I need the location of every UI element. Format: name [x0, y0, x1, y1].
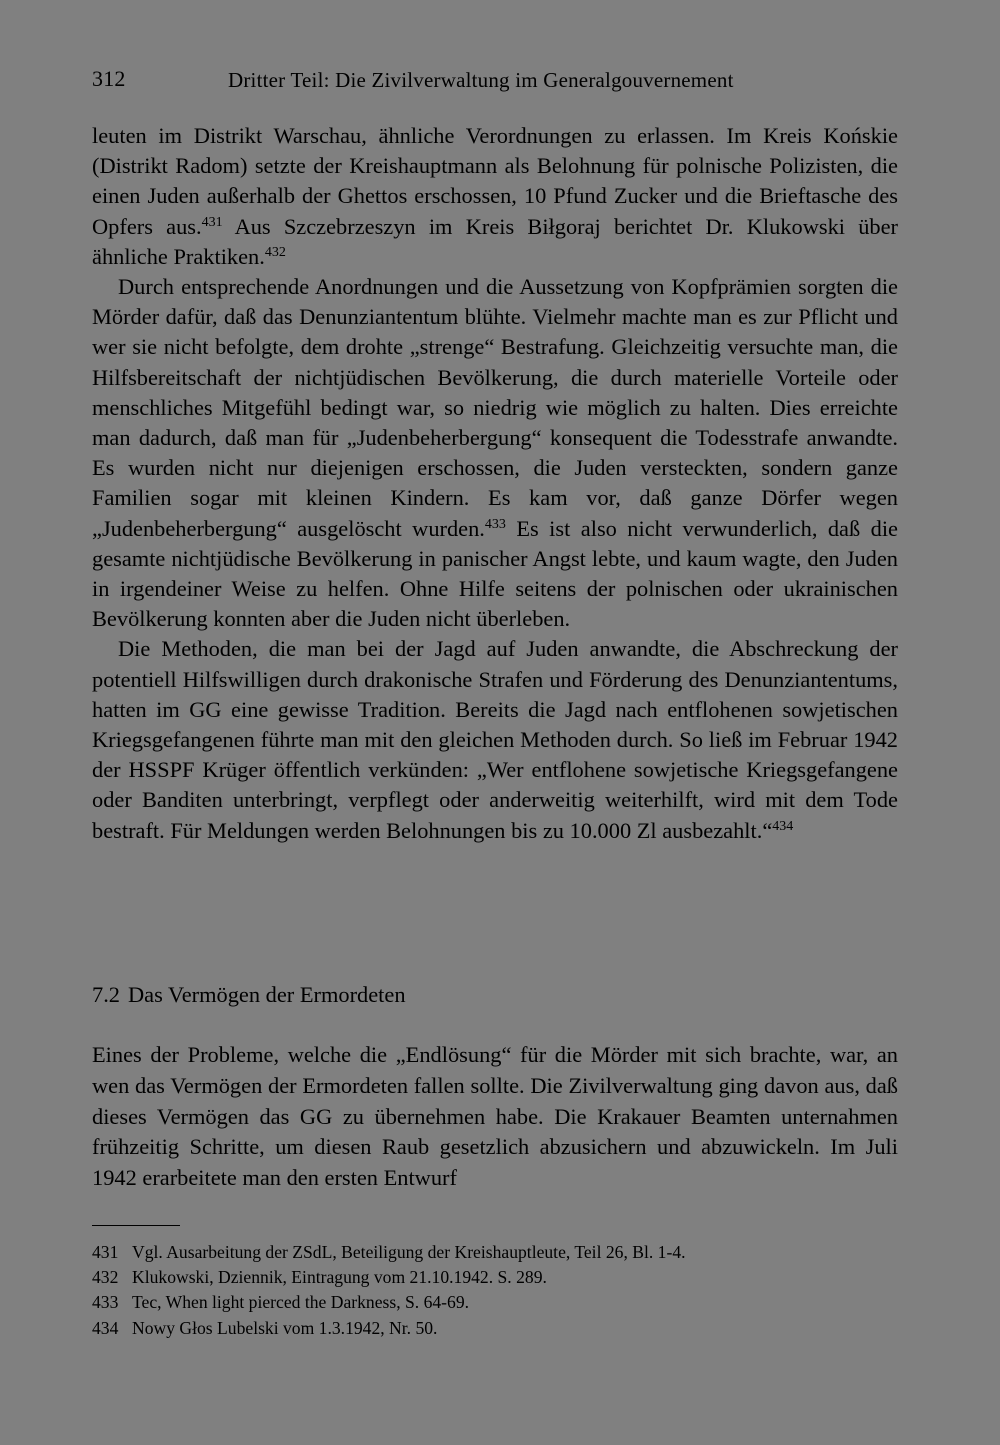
footnote-text: Nowy Głos Lubelski vom 1.3.1942, Nr. 50.	[132, 1317, 438, 1338]
footnote-text: Vgl. Ausarbeitung der ZSdL, Beteiligung der Kreishauptleute, Teil 26, Bl. 1-4.	[132, 1242, 686, 1262]
footnote-ref-432: 432	[264, 244, 286, 260]
paragraph-2-text-b: Es ist also nicht verwunderlich, daß die gesamte nichtjüdische Bevölkerung in panischer Angst lebte, und kaum wagte, den Juden in irgendeiner Weise zu helfen. Ohne Hilfe seitens der polnischen oder ukrainischen Bevölkerung konnten aber die Juden nicht überleben.	[92, 515, 898, 632]
footnote-431	[92, 1240, 898, 1265]
footnote-divider	[92, 1225, 180, 1226]
footnote-number: 433	[92, 1292, 119, 1313]
footnote-433	[92, 1290, 898, 1315]
footnote-number: 432	[92, 1267, 119, 1288]
section-body	[92, 1040, 898, 1194]
footnote-text: Tec, When light pierced the Darkness, S. 64-69.	[132, 1292, 470, 1313]
paragraph-1-text-b: Aus Szczebrzeszyn im Kreis Biłgoraj berichtet Dr. Klukowski über ähnliche Praktiken.	[92, 213, 898, 269]
paragraph-1	[92, 121, 898, 272]
section-heading	[92, 980, 898, 1010]
footnote-434	[92, 1316, 898, 1341]
section-number: 7.2	[92, 982, 120, 1007]
section-paragraph: Eines der Probleme, welche die „Endlösung“ für die Mörder mit sich brachte, war, an wen das Vermögen der Ermordeten fallen sollte. Die Zivilverwaltung ging davon aus, daß dieses Vermögen das GG zu übernehmen habe. Die Krakauer Beamten unternahmen frühzeitig Schritte, um diesen Raub gesetzlich abzusichern und abzuwickeln. Im Juli 1942 erarbeitete man den ersten Entwurf	[92, 1042, 898, 1191]
paragraph-2	[92, 272, 898, 634]
paragraph-3-text: Die Methoden, die man bei der Jagd auf Juden anwandte, die Abschreckung der potentiell Hilfswilligen durch drakonische Strafen und Förderung des Denunziantentums, hatten im GG eine gewisse Tradition. Bereits die Jagd nach entflohenen sowjetischen Kriegsgefangenen führte man mit den gleichen Methoden durch. So ließ im Februar 1942 der HSSPF Krüger öffentlich verkünden: „Wer entflohene sowjetische Kriegsgefangene oder Banditen unterbringt, verpflegt oder anderweitig weiterhilft, wird mit dem Tode bestraft. Für Meldungen werden Belohnungen bis zu 10.000 Zl ausbezahlt.“	[92, 636, 898, 843]
footnote-number: 434	[92, 1317, 119, 1338]
footnote-text: Klukowski, Dziennik, Eintragung vom 21.10.1942. S. 289.	[132, 1267, 547, 1288]
footnote-ref-433: 433	[484, 516, 506, 532]
footnote-number: 431	[92, 1242, 119, 1262]
body-text	[92, 121, 898, 846]
footnotes	[92, 1240, 898, 1341]
section-title: Das Vermögen der Ermordeten	[128, 982, 406, 1007]
running-title: Dritter Teil: Die Zivilverwaltung im Generalgouvernement	[228, 68, 734, 92]
paragraph-2-text-a: Durch entsprechende Anordnungen und die Aussetzung von Kopfprämien sorgten die Mörder dafür, daß das Denunziantentum blühte. Vielmehr machte man es zur Pflicht und wer sie nicht befolgte, dem drohte „strenge“ Bestrafung. Gleichzeitig versuchte man, die Hilfsbereitschaft der nichtjüdischen Bevölkerung, die durch materielle Vorteile oder menschliches Mitgefühl bedingt war, so niedrig wie möglich zu halten. Dies erreichte man dadurch, daß man für „Judenbeherbergung“ konsequent die Todesstrafe anwandte. Es wurden nicht nur diejenigen erschossen, die Juden versteckten, sondern ganze Familien sogar mit kleinen Kindern. Es kam vor, daß ganze Dörfer wegen „Judenbeherbergung“ ausgelöscht wurden.	[92, 274, 898, 541]
paragraph-3	[92, 634, 898, 845]
page-number: 312	[92, 66, 126, 91]
footnote-ref-434: 434	[772, 818, 794, 834]
footnote-ref-431: 431	[201, 214, 223, 230]
paragraph-1-text-a: leuten im Distrikt Warschau, ähnliche Verordnungen zu erlassen. Im Kreis Końskie (Distrikt Radom) setzte der Kreishauptmann als Belohnung für polnische Polizisten, die einen Juden außerhalb der Ghettos erschossen, 10 Pfund Zucker und die Brieftasche des Opfers aus.	[92, 123, 898, 239]
footnote-432	[92, 1265, 898, 1290]
page-header	[92, 66, 912, 100]
